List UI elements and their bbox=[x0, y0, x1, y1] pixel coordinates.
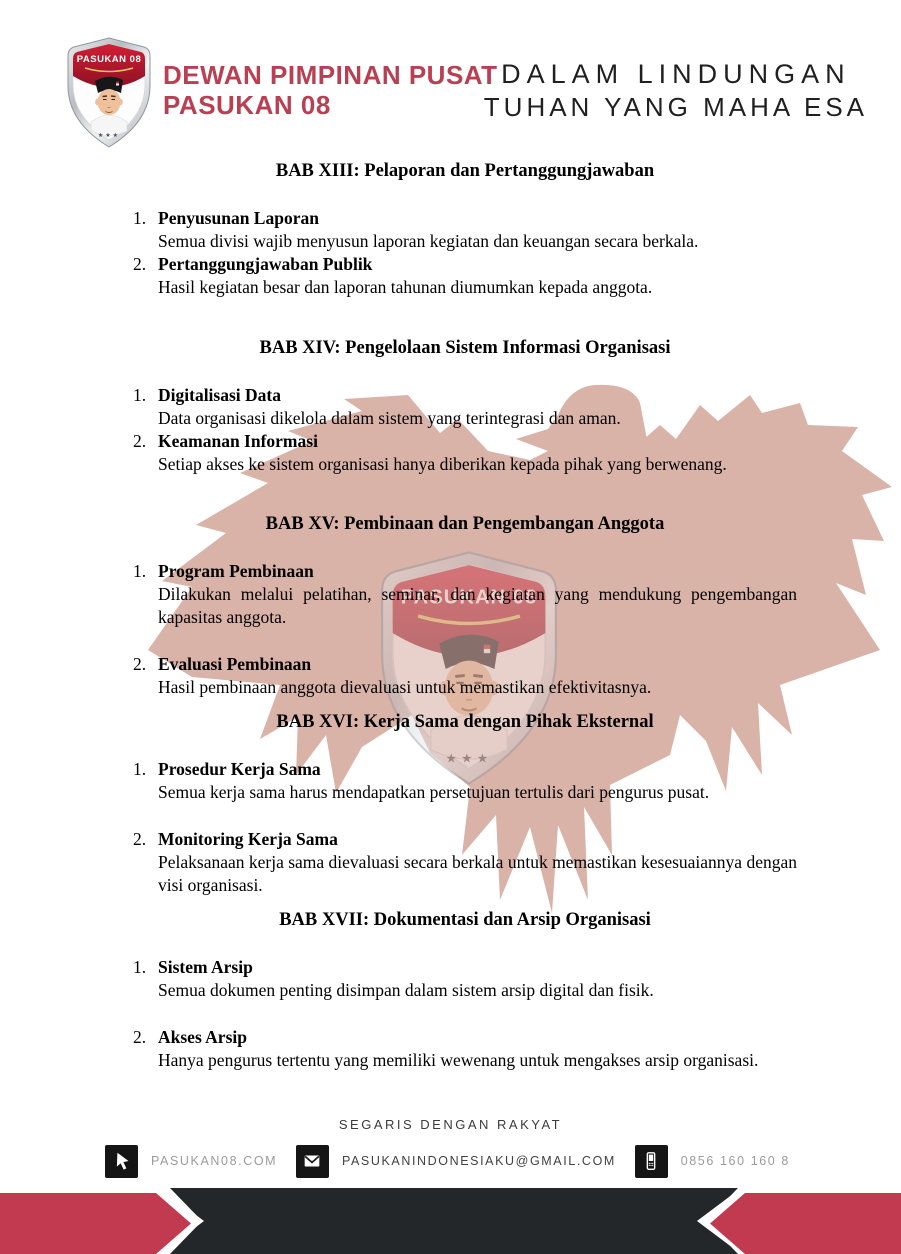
list-item bbox=[133, 956, 797, 1002]
item-title: Keamanan Informasi bbox=[158, 431, 318, 451]
item-description: Hasil pembinaan anggota dievaluasi untuk memastikan efektivitasnya. bbox=[158, 677, 652, 697]
email-label: PASUKANINDONESIAKU@GMAIL.COM bbox=[341, 1154, 616, 1168]
item-description: Semua divisi wajib menyusun laporan kegiatan dan keuangan secara berkala. bbox=[158, 231, 699, 251]
list-item bbox=[133, 430, 797, 476]
item-title: Akses Arsip bbox=[158, 1027, 247, 1047]
item-title: Prosedur Kerja Sama bbox=[158, 759, 321, 779]
item-title: Evaluasi Pembinaan bbox=[158, 654, 312, 674]
org-title-line1: DEWAN PIMPINAN PUSAT bbox=[163, 60, 498, 90]
section-heading: BAB XVI: Kerja Sama dengan Pihak Eksternal bbox=[276, 712, 654, 732]
item-title: Monitoring Kerja Sama bbox=[158, 829, 338, 849]
item-description: Semua kerja sama harus mendapatkan persetujuan tertulis dari pengurus pusat. bbox=[158, 782, 710, 802]
header-motto bbox=[484, 58, 868, 124]
item-title: Program Pembinaan bbox=[158, 561, 314, 581]
footer-tagline: SEGARIS DENGAN RAKYAT bbox=[338, 1117, 563, 1132]
list-item bbox=[133, 758, 797, 804]
item-number: 2. bbox=[133, 254, 147, 274]
item-number: 1. bbox=[133, 957, 147, 977]
item-description: Data organisasi dikelola dalam sistem yang terintegrasi dan aman. bbox=[158, 408, 621, 428]
item-description: Pelaksanaan kerja sama dievaluasi secara berkala untuk memastikan kesesuaiannya dengan visi organisasi. bbox=[158, 852, 797, 895]
org-title-line2: PASUKAN 08 bbox=[163, 90, 331, 120]
list-item bbox=[133, 653, 797, 699]
phone-contact bbox=[635, 1145, 790, 1178]
section-heading: BAB XVII: Dokumentasi dan Arsip Organisasi bbox=[279, 910, 651, 930]
item-description: Dilakukan melalui pelatihan, seminar, dan kegiatan yang mendukung pengembangan kapasitas anggota. bbox=[158, 584, 797, 627]
phone-label: 0856 160 160 8 bbox=[680, 1154, 790, 1168]
section-heading: BAB XIV: Pengelolaan Sistem Informasi Organisasi bbox=[259, 338, 671, 358]
item-number: 1. bbox=[133, 759, 147, 779]
list-item bbox=[133, 1026, 797, 1072]
item-title: Pertanggungjawaban Publik bbox=[158, 254, 373, 274]
bottom-dark-band bbox=[170, 1188, 738, 1254]
org-title bbox=[163, 60, 498, 120]
website-label: PASUKAN08.COM bbox=[151, 1154, 278, 1168]
contact-bar bbox=[105, 1144, 790, 1178]
item-number: 1. bbox=[133, 208, 147, 228]
item-number: 2. bbox=[133, 654, 147, 674]
cursor-icon bbox=[105, 1145, 138, 1178]
item-description: Semua dokumen penting disimpan dalam sistem arsip digital dan fisik. bbox=[158, 980, 654, 1000]
list-item bbox=[133, 253, 797, 299]
item-number: 1. bbox=[133, 385, 147, 405]
envelope-icon bbox=[296, 1145, 329, 1178]
phone-icon bbox=[635, 1145, 668, 1178]
section-bab-xvii bbox=[133, 909, 797, 1072]
item-title: Penyusunan Laporan bbox=[158, 208, 319, 228]
item-title: Sistem Arsip bbox=[158, 957, 253, 977]
motto-line1: DALAM LINDUNGAN bbox=[501, 59, 851, 89]
item-description: Hasil kegiatan besar dan laporan tahunan diumumkan kepada anggota. bbox=[158, 277, 653, 297]
list-item bbox=[133, 560, 797, 629]
item-number: 2. bbox=[133, 829, 147, 849]
motto-line2: TUHAN YANG MAHA ESA bbox=[483, 92, 868, 122]
section-heading: BAB XV: Pembinaan dan Pengembangan Anggota bbox=[265, 514, 665, 534]
section-bab-xv bbox=[133, 513, 797, 699]
left-red-chevron bbox=[0, 1193, 191, 1254]
section-bab-xiv bbox=[133, 337, 797, 476]
right-red-chevron bbox=[710, 1193, 901, 1254]
item-number: 2. bbox=[133, 1027, 147, 1047]
item-number: 2. bbox=[133, 431, 147, 451]
section-bab-xvi bbox=[133, 711, 797, 897]
website-contact bbox=[105, 1145, 277, 1178]
item-description: Hanya pengurus tertentu yang memiliki wewenang untuk mengakses arsip organisasi. bbox=[158, 1050, 759, 1070]
section-bab-xiii bbox=[133, 160, 797, 299]
item-number: 1. bbox=[133, 561, 147, 581]
list-item bbox=[133, 384, 797, 430]
pasukan08-logo bbox=[57, 36, 161, 149]
list-item bbox=[133, 207, 797, 253]
item-description: Setiap akses ke sistem organisasi hanya diberikan kepada pihak yang berwenang. bbox=[158, 454, 727, 474]
item-title: Digitalisasi Data bbox=[158, 385, 281, 405]
section-heading: BAB XIII: Pelaporan dan Pertanggungjawaban bbox=[275, 161, 655, 181]
list-item bbox=[133, 828, 797, 897]
email-contact bbox=[296, 1145, 616, 1178]
